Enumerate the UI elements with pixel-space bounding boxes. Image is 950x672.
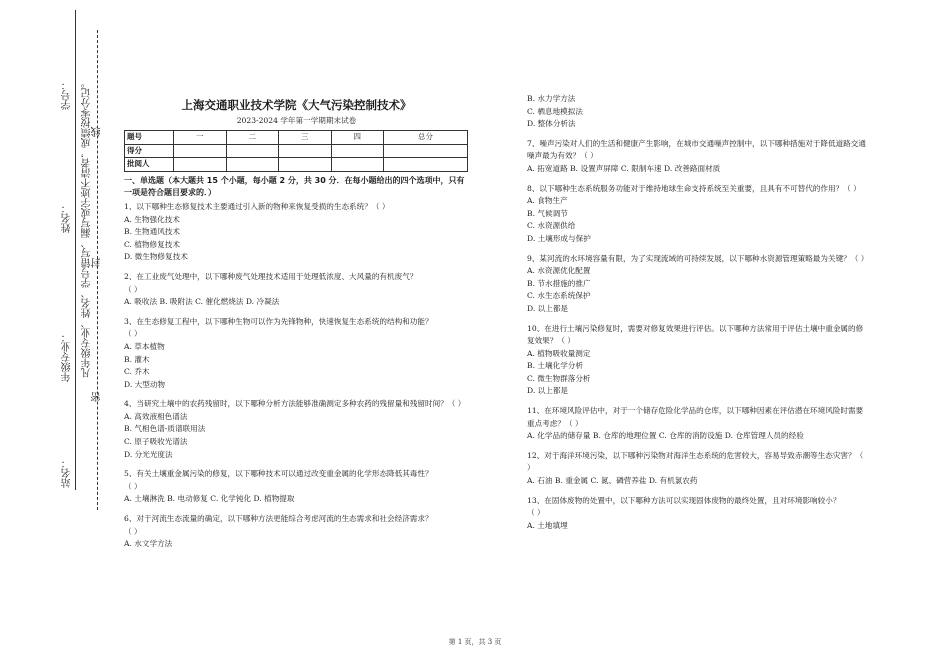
answer-option[interactable]: A. 水资源优化配置 — [527, 266, 591, 276]
question-text: 2、在工业废气处理中，以下哪种废气处理技术适用于处理低浓度、大风量的有机废气？ — [124, 271, 418, 281]
question — [124, 316, 469, 392]
score-row-label: 批阅人 — [125, 158, 174, 172]
answer-option[interactable]: B. 水力学方法 — [527, 94, 576, 103]
question — [527, 405, 867, 443]
answer-option[interactable]: A. 食物生产 — [527, 196, 568, 206]
score-cell[interactable] — [226, 158, 279, 172]
answer-option[interactable]: D. 微生物修复技术 — [124, 252, 188, 262]
question — [124, 398, 469, 461]
score-table-header — [125, 131, 468, 145]
binding-dash-line — [97, 30, 98, 510]
question-text: 11、在环境风险评估中，对于一个储存危险化学品的仓库，以下哪种因素在评估潜在环境风险时需要重点考虑？（ ） — [527, 406, 864, 428]
question — [527, 450, 867, 488]
answer-option[interactable]: D. 大型动物 — [124, 379, 166, 389]
score-header-cell: 题号 — [125, 131, 174, 145]
section-heading: 一、单选题（本大题共 15 个小题，每小题 2 分，共 30 分．在每小题给出的四个选项中，只有一项是符合题目要求的．） — [124, 175, 465, 197]
answer-option[interactable]: D. 分光光度法 — [124, 449, 173, 459]
question — [124, 271, 469, 309]
answer-option[interactable]: C. 水生态系统保护 — [527, 291, 591, 301]
answer-option[interactable]: D. 土壤形成与保护 — [527, 233, 591, 243]
question — [527, 93, 867, 131]
score-cell[interactable] — [279, 144, 332, 158]
score-header-cell: 总分 — [384, 131, 468, 145]
right-question-list — [527, 93, 867, 532]
question — [124, 513, 469, 551]
question — [527, 323, 867, 399]
question — [527, 183, 867, 246]
question-text: 5、有关土壤重金属污染的修复，以下哪种技术可以通过改变重金属的化学形态降低其毒性？ — [124, 469, 433, 479]
answer-option[interactable]: A. 化学品的储存量 B. 仓库的地理位置 C. 仓库的消防设施 D. 仓库管理人员的经验 — [527, 431, 804, 441]
label-banji: 年级专业： — [62, 332, 73, 382]
answer-option[interactable]: A. 植物吸收量测定 — [527, 348, 591, 358]
question — [124, 468, 469, 506]
question-text: 6、对于河流生态流量的确定，以下哪种方法更能综合考虑河流的生态需求和社会经济需求？ — [124, 514, 433, 524]
answer-option[interactable]: B. 节水措施的推广 — [527, 278, 591, 288]
answer-blank[interactable]: （ ） — [527, 508, 545, 518]
answer-option[interactable]: C. 微生物群落分析 — [527, 373, 591, 383]
answer-option[interactable]: C. 原子吸收光谱法 — [124, 437, 188, 447]
answer-option[interactable]: B. 气相色谱-质谱联用法 — [124, 424, 206, 434]
score-row — [125, 158, 468, 172]
answer-option[interactable]: A. 土壤淋洗 B. 电动修复 C. 化学钝化 D. 植物提取 — [124, 494, 295, 504]
question — [527, 253, 867, 316]
score-row-label: 得分 — [125, 144, 174, 158]
answer-option[interactable]: D. 整体分析法 — [527, 119, 576, 129]
answer-option[interactable]: A. 石油 B. 重金属 C. 氮、磷营养盐 D. 有机氯农药 — [527, 476, 698, 486]
label-xuehao: 学号： — [62, 80, 73, 110]
score-cell[interactable] — [384, 144, 468, 158]
exam-title: 上海交通职业技术学院《大气污染控制技术》 — [181, 98, 412, 112]
score-cell[interactable] — [384, 158, 468, 172]
question-text: 1、以下哪种生态修复技术主要通过引入新的物种来恢复受损的生态系统？（ ） — [124, 201, 390, 211]
answer-option[interactable]: B. 生物通风技术 — [124, 227, 180, 237]
answer-option[interactable]: A. 吸收法 B. 吸附法 C. 催化燃烧法 D. 冷凝法 — [124, 297, 280, 307]
binding-strip — [0, 0, 112, 672]
page-footer: 第 1 页，共 3 页 — [448, 638, 502, 646]
seal-mi: 密 — [92, 392, 103, 402]
score-header-cell: 一 — [174, 131, 227, 145]
answer-blank[interactable]: （ ） — [124, 329, 142, 339]
score-row — [125, 144, 468, 158]
answer-option[interactable]: C. 水资源供给 — [527, 221, 576, 231]
question-text: 3、在生态修复工程中，以下哪种生物可以作为先锋物种，快速恢复生态系统的结构和功能？ — [124, 316, 433, 326]
score-header-cell: 二 — [226, 131, 279, 145]
question — [527, 495, 867, 533]
question — [124, 201, 469, 264]
question — [527, 138, 867, 176]
answer-option[interactable]: A. 拓宽道路 B. 设置声屏障 C. 限制车速 D. 改善路面材质 — [527, 163, 721, 173]
answer-blank[interactable]: （ ） — [124, 481, 142, 491]
right-column — [527, 93, 867, 532]
score-cell[interactable] — [331, 158, 384, 172]
left-column — [124, 93, 469, 551]
seal-notice: 凡年级专业、姓名、学号错写、漏写或字迹不清者，成绩按零分记。 — [82, 78, 93, 378]
seal-xian: 线 — [92, 127, 103, 137]
question-text: 7、噪声污染对人们的生活和健康产生影响，在城市交通噪声控制中，以下哪种措施对于降低道路交通噪声最为有效？（ ） — [527, 138, 866, 161]
answer-blank[interactable]: （ ） — [124, 526, 142, 536]
question-text: 4、当研究土壤中的农药残留时，以下哪种分析方法能够准确测定多种农药的残留量和残留时间？（ ） — [124, 399, 466, 409]
score-cell[interactable] — [226, 144, 279, 158]
answer-option[interactable]: B. 土壤化学分析 — [527, 361, 583, 371]
question-text: 13、在固体废物的处置中，以下哪种方法可以实现固体废物的最终处置，且对环境影响较小？ — [527, 495, 841, 505]
answer-option[interactable]: A. 草本植物 — [124, 341, 165, 351]
score-cell[interactable] — [279, 158, 332, 172]
left-question-list — [124, 201, 469, 551]
answer-option[interactable]: B. 气候调节 — [527, 208, 568, 218]
answer-option[interactable]: A. 土地填埋 — [527, 520, 568, 530]
question-text: 12、对于海洋环境污染，以下哪种污染物对海洋生态系统的危害较大，容易导致赤潮等生态灾害？（ ） — [527, 450, 864, 473]
label-xingming: 姓名： — [62, 203, 73, 233]
seal-feng: 封 — [92, 258, 103, 268]
answer-option[interactable]: C. 栖息地模拟法 — [527, 106, 583, 116]
score-header-cell: 四 — [331, 131, 384, 145]
exam-subtitle: 2023-2024 学年第一学期期末试卷 — [236, 115, 357, 125]
question-text: 10、在进行土壤污染修复时，需要对修复效果进行评估。以下哪种方法常用于评估土壤中重金属的修复效果？（ ） — [527, 323, 864, 346]
answer-option[interactable]: B. 灌木 — [124, 354, 150, 364]
answer-option[interactable]: C. 植物修复技术 — [124, 239, 180, 249]
answer-option[interactable]: C. 乔木 — [124, 367, 150, 377]
score-cell[interactable] — [174, 144, 227, 158]
binding-solid-line — [75, 10, 76, 490]
answer-option[interactable]: A. 高效液相色谱法 — [124, 411, 188, 421]
score-cell[interactable] — [174, 158, 227, 172]
answer-option[interactable]: D. 以上都是 — [527, 303, 569, 313]
question-text: 9、某河流的水环境容量有限，为了实现流域的可持续发展，以下哪种水资源管理策略最为关键？（ ） — [527, 253, 869, 263]
answer-option[interactable]: D. 以上都是 — [527, 386, 569, 396]
score-header-cell: 三 — [279, 131, 332, 145]
question-text: 8、以下哪种生态系统服务功能对于维持地球生命支持系统至关重要，且具有不可替代的作用？（ ） — [527, 183, 861, 193]
score-cell[interactable] — [331, 144, 384, 158]
answer-option[interactable]: A. 生物强化技术 — [124, 214, 180, 224]
score-table — [124, 130, 468, 172]
answer-blank[interactable]: （ ） — [124, 284, 142, 294]
label-kaochang: 站名： — [62, 458, 73, 488]
answer-option[interactable]: A. 水文学方法 — [124, 539, 173, 549]
